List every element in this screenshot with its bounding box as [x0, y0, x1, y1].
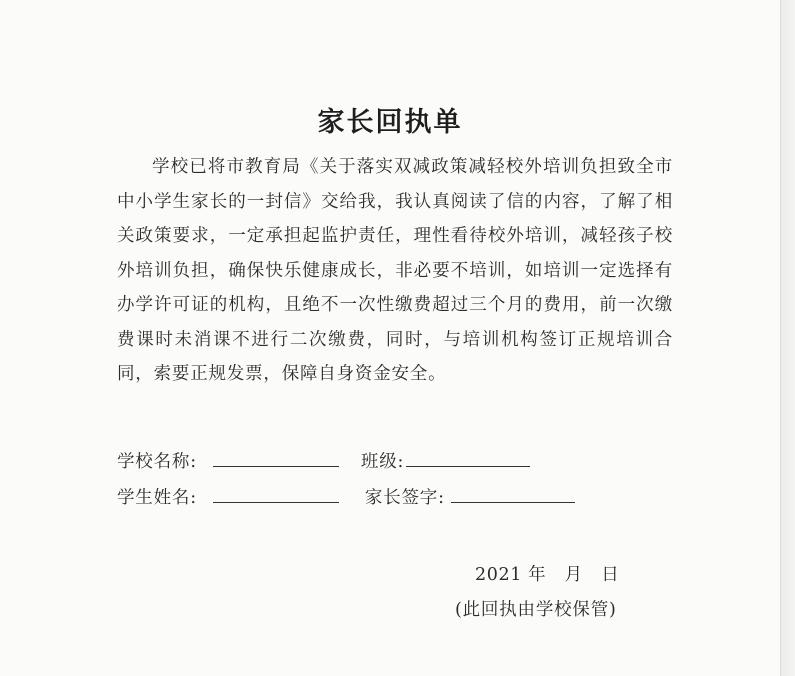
document-title: 家长回执单 [317, 107, 463, 138]
date-line: 2021 年 月 日 [475, 565, 620, 585]
parent-signature-label: 家长签字: [364, 488, 445, 508]
page-edge [780, 0, 795, 676]
field-row-school-class [117, 448, 530, 473]
student-name-label: 学生姓名: [117, 488, 197, 508]
field-row-student-signature [117, 484, 575, 509]
custody-note: (此回执由学校保管) [455, 600, 617, 620]
school-name-blank[interactable] [213, 448, 339, 467]
body-paragraph: 学校已将市教育局《关于落实双减政策减轻校外培训负担致全市中小学生家长的一封信》交给我，我认真阅读了信的内容，了解了相关政策要求，一定承担起监护责任，理性看待校外培训，减轻孩子校外培训负担，确保快乐健康成长，非必要不培训，如培训一定选择有办学许可证的机构，且绝不一次性缴费超过三个月的费用，前一次缴费课时未消课不进行二次缴费，同时，与培训机构签订正规培训合同，索要正规发票，保障自身资金安全。 [117, 157, 673, 384]
school-name-label: 学校名称: [117, 452, 197, 472]
student-name-blank[interactable] [213, 484, 339, 503]
parent-signature-blank[interactable] [451, 484, 575, 503]
class-blank[interactable] [406, 448, 530, 467]
class-label: 班级: [360, 452, 405, 472]
